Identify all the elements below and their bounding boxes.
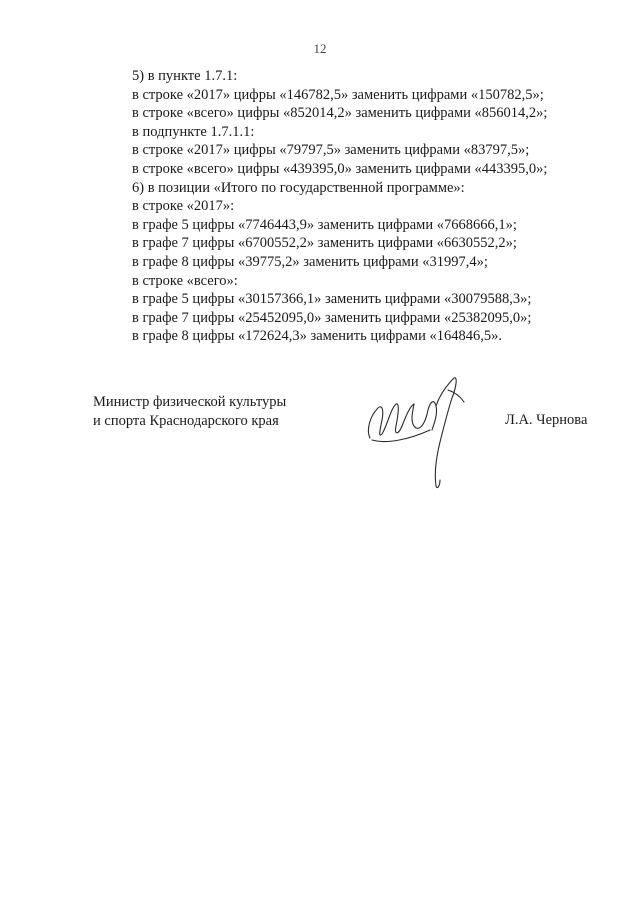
text-line: в строке «2017»:	[132, 198, 235, 215]
signer-position-line: Министр физической культуры	[93, 394, 287, 410]
handwritten-signature	[360, 368, 470, 493]
signer-name: Л.А. Чернова	[505, 412, 588, 428]
amendments-text	[132, 67, 602, 346]
text-line: в графе 8 цифры «172624,3» заменить цифрами «164846,5».	[132, 328, 502, 345]
text-line: в графе 8 цифры «39775,2» заменить цифрами «31997,4»;	[132, 253, 488, 270]
text-line: в строке «всего»:	[132, 272, 238, 289]
page-number: 12	[313, 41, 327, 56]
text-line: в строке «2017» цифры «79797,5» заменить цифрами «83797,5»;	[132, 142, 530, 159]
signer-position-line: и спорта Краснодарского края	[93, 412, 279, 429]
text-line: 5) в пункте 1.7.1:	[132, 68, 238, 84]
text-line: в графе 5 цифры «7746443,9» заменить цифрами «7668666,1»;	[132, 216, 517, 233]
text-line: в строке «всего» цифры «439395,0» заменить цифрами «443395,0»;	[132, 160, 548, 177]
signer-position	[93, 393, 286, 430]
text-line: в графе 5 цифры «30157366,1» заменить цифрами «30079588,3»;	[132, 291, 532, 308]
text-line: в строке «2017» цифры «146782,5» заменить цифрами «150782,5»;	[132, 86, 544, 103]
text-line: 6) в позиции «Итого по государственной программе»:	[132, 179, 465, 196]
text-line: в строке «всего» цифры «852014,2» заменить цифрами «856014,2»;	[132, 105, 548, 122]
text-line: в графе 7 цифры «25452095,0» заменить цифрами «25382095,0»;	[132, 309, 532, 326]
text-line: в подпункте 1.7.1.1:	[132, 123, 255, 140]
text-line: в графе 7 цифры «6700552,2» заменить цифрами «6630552,2»;	[132, 235, 517, 252]
